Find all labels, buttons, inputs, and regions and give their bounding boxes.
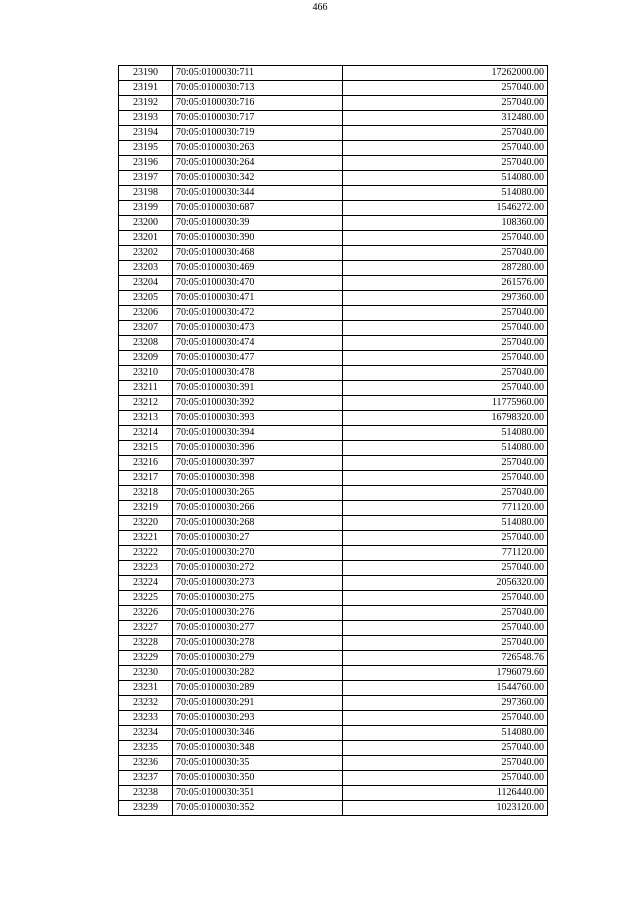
cadastral-number-cell: 70:05:0100030:391 [173,381,343,396]
cadastral-value-cell: 257040.00 [343,81,548,96]
table-row [119,441,548,456]
row-number-cell: 23216 [119,456,173,471]
cadastral-number-cell: 70:05:0100030:474 [173,336,343,351]
table-row [119,741,548,756]
table-row [119,336,548,351]
row-number-cell: 23239 [119,801,173,816]
cadastral-value-cell: 257040.00 [343,711,548,726]
cadastral-number-cell: 70:05:0100030:390 [173,231,343,246]
cadastral-number-cell: 70:05:0100030:268 [173,516,343,531]
cadastral-value-table [118,65,548,816]
row-number-cell: 23231 [119,681,173,696]
table-row [119,411,548,426]
page-number: 466 [312,2,328,13]
cadastral-value-cell: 771120.00 [343,546,548,561]
cadastral-value-cell: 257040.00 [343,231,548,246]
cadastral-number-cell: 70:05:0100030:471 [173,291,343,306]
row-number-cell: 23195 [119,141,173,156]
cadastral-value-cell: 257040.00 [343,561,548,576]
cadastral-value-cell: 257040.00 [343,486,548,501]
row-number-cell: 23197 [119,171,173,186]
row-number-cell: 23208 [119,336,173,351]
cadastral-value-cell: 297360.00 [343,291,548,306]
table-row [119,171,548,186]
table-row [119,756,548,771]
cadastral-number-cell: 70:05:0100030:273 [173,576,343,591]
row-number-cell: 23214 [119,426,173,441]
table-row [119,366,548,381]
cadastral-value-cell: 16798320.00 [343,411,548,426]
table-row [119,801,548,816]
cadastral-value-cell: 514080.00 [343,171,548,186]
cadastral-value-cell: 1546272.00 [343,201,548,216]
table-row [119,681,548,696]
table-row [119,81,548,96]
row-number-cell: 23211 [119,381,173,396]
row-number-cell: 23226 [119,606,173,621]
cadastral-value-cell: 257040.00 [343,366,548,381]
row-number-cell: 23209 [119,351,173,366]
cadastral-number-cell: 70:05:0100030:396 [173,441,343,456]
table-row [119,306,548,321]
cadastral-value-cell: 1544760.00 [343,681,548,696]
row-number-cell: 23204 [119,276,173,291]
row-number-cell: 23219 [119,501,173,516]
row-number-cell: 23233 [119,711,173,726]
table-row [119,141,548,156]
cadastral-value-cell: 1126440.00 [343,786,548,801]
row-number-cell: 23234 [119,726,173,741]
row-number-cell: 23192 [119,96,173,111]
table-row [119,381,548,396]
row-number-cell: 23217 [119,471,173,486]
cadastral-number-cell: 70:05:0100030:275 [173,591,343,606]
cadastral-number-cell: 70:05:0100030:478 [173,366,343,381]
cadastral-number-cell: 70:05:0100030:265 [173,486,343,501]
table-row [119,426,548,441]
cadastral-number-cell: 70:05:0100030:393 [173,411,343,426]
table-row [119,351,548,366]
row-number-cell: 23224 [119,576,173,591]
table-row [119,576,548,591]
table-row [119,201,548,216]
cadastral-value-cell: 514080.00 [343,726,548,741]
cadastral-value-cell: 257040.00 [343,246,548,261]
cadastral-value-cell: 771120.00 [343,501,548,516]
row-number-cell: 23196 [119,156,173,171]
cadastral-number-cell: 70:05:0100030:711 [173,66,343,81]
cadastral-number-cell: 70:05:0100030:470 [173,276,343,291]
row-number-cell: 23218 [119,486,173,501]
row-number-cell: 23222 [119,546,173,561]
row-number-cell: 23203 [119,261,173,276]
table-row [119,546,548,561]
table-body [119,66,548,816]
cadastral-number-cell: 70:05:0100030:392 [173,396,343,411]
cadastral-number-cell: 70:05:0100030:289 [173,681,343,696]
cadastral-value-cell: 312480.00 [343,111,548,126]
table-row [119,66,548,81]
table-row [119,216,548,231]
row-number-cell: 23238 [119,786,173,801]
row-number-cell: 23194 [119,126,173,141]
cadastral-value-cell: 297360.00 [343,696,548,711]
table-row [119,696,548,711]
cadastral-number-cell: 70:05:0100030:270 [173,546,343,561]
cadastral-number-cell: 70:05:0100030:276 [173,606,343,621]
table-row [119,501,548,516]
row-number-cell: 23225 [119,591,173,606]
table-row [119,561,548,576]
table-row [119,126,548,141]
cadastral-value-cell: 257040.00 [343,306,548,321]
cadastral-number-cell: 70:05:0100030:687 [173,201,343,216]
cadastral-number-cell: 70:05:0100030:717 [173,111,343,126]
row-number-cell: 23198 [119,186,173,201]
cadastral-value-cell: 17262000.00 [343,66,548,81]
table-row [119,636,548,651]
cadastral-number-cell: 70:05:0100030:272 [173,561,343,576]
cadastral-number-cell: 70:05:0100030:35 [173,756,343,771]
table-row [119,516,548,531]
cadastral-number-cell: 70:05:0100030:39 [173,216,343,231]
table-row [119,651,548,666]
cadastral-number-cell: 70:05:0100030:473 [173,321,343,336]
cadastral-value-cell: 287280.00 [343,261,548,276]
cadastral-value-cell: 257040.00 [343,636,548,651]
table-row [119,471,548,486]
table-row [119,231,548,246]
table-row [119,591,548,606]
cadastral-value-cell: 108360.00 [343,216,548,231]
table-row [119,531,548,546]
cadastral-number-cell: 70:05:0100030:469 [173,261,343,276]
cadastral-value-cell: 11775960.00 [343,396,548,411]
cadastral-number-cell: 70:05:0100030:266 [173,501,343,516]
row-number-cell: 23236 [119,756,173,771]
cadastral-value-cell: 257040.00 [343,531,548,546]
table-row [119,111,548,126]
cadastral-value-cell: 257040.00 [343,156,548,171]
cadastral-value-cell: 261576.00 [343,276,548,291]
table-row [119,96,548,111]
table-row [119,276,548,291]
table-row [119,456,548,471]
cadastral-value-cell: 257040.00 [343,381,548,396]
cadastral-number-cell: 70:05:0100030:394 [173,426,343,441]
row-number-cell: 23190 [119,66,173,81]
cadastral-number-cell: 70:05:0100030:277 [173,621,343,636]
cadastral-value-cell: 257040.00 [343,126,548,141]
cadastral-number-cell: 70:05:0100030:350 [173,771,343,786]
cadastral-number-cell: 70:05:0100030:352 [173,801,343,816]
row-number-cell: 23229 [119,651,173,666]
cadastral-value-cell: 514080.00 [343,186,548,201]
row-number-cell: 23193 [119,111,173,126]
row-number-cell: 23200 [119,216,173,231]
cadastral-number-cell: 70:05:0100030:279 [173,651,343,666]
cadastral-value-cell: 257040.00 [343,96,548,111]
cadastral-value-cell: 1023120.00 [343,801,548,816]
row-number-cell: 23220 [119,516,173,531]
cadastral-number-cell: 70:05:0100030:346 [173,726,343,741]
table-row [119,291,548,306]
table-row [119,621,548,636]
cadastral-value-cell: 257040.00 [343,591,548,606]
table-row [119,726,548,741]
cadastral-number-cell: 70:05:0100030:263 [173,141,343,156]
table-row [119,666,548,681]
cadastral-number-cell: 70:05:0100030:342 [173,171,343,186]
cadastral-value-cell: 514080.00 [343,426,548,441]
cadastral-number-cell: 70:05:0100030:348 [173,741,343,756]
cadastral-number-cell: 70:05:0100030:477 [173,351,343,366]
table-row [119,606,548,621]
cadastral-number-cell: 70:05:0100030:398 [173,471,343,486]
row-number-cell: 23228 [119,636,173,651]
row-number-cell: 23212 [119,396,173,411]
cadastral-number-cell: 70:05:0100030:351 [173,786,343,801]
cadastral-value-cell: 726548.76 [343,651,548,666]
cadastral-value-cell: 257040.00 [343,141,548,156]
table-row [119,786,548,801]
cadastral-number-cell: 70:05:0100030:719 [173,126,343,141]
table-row [119,486,548,501]
cadastral-number-cell: 70:05:0100030:278 [173,636,343,651]
cadastral-number-cell: 70:05:0100030:264 [173,156,343,171]
table-row [119,321,548,336]
table-row [119,396,548,411]
cadastral-number-cell: 70:05:0100030:293 [173,711,343,726]
row-number-cell: 23201 [119,231,173,246]
cadastral-number-cell: 70:05:0100030:282 [173,666,343,681]
table-row [119,711,548,726]
cadastral-value-cell: 257040.00 [343,771,548,786]
row-number-cell: 23210 [119,366,173,381]
cadastral-number-cell: 70:05:0100030:397 [173,456,343,471]
row-number-cell: 23207 [119,321,173,336]
table-row [119,261,548,276]
row-number-cell: 23205 [119,291,173,306]
row-number-cell: 23215 [119,441,173,456]
row-number-cell: 23191 [119,81,173,96]
row-number-cell: 23199 [119,201,173,216]
row-number-cell: 23202 [119,246,173,261]
cadastral-value-cell: 514080.00 [343,516,548,531]
cadastral-value-cell: 2056320.00 [343,576,548,591]
row-number-cell: 23206 [119,306,173,321]
cadastral-number-cell: 70:05:0100030:291 [173,696,343,711]
cadastral-number-cell: 70:05:0100030:716 [173,96,343,111]
cadastral-number-cell: 70:05:0100030:472 [173,306,343,321]
cadastral-value-cell: 514080.00 [343,441,548,456]
row-number-cell: 23232 [119,696,173,711]
cadastral-number-cell: 70:05:0100030:713 [173,81,343,96]
table-row [119,156,548,171]
cadastral-value-cell: 257040.00 [343,336,548,351]
cadastral-value-cell: 257040.00 [343,351,548,366]
row-number-cell: 23235 [119,741,173,756]
cadastral-value-cell: 257040.00 [343,606,548,621]
cadastral-number-cell: 70:05:0100030:27 [173,531,343,546]
cadastral-value-cell: 257040.00 [343,456,548,471]
cadastral-value-cell: 1796079.60 [343,666,548,681]
cadastral-value-cell: 257040.00 [343,741,548,756]
row-number-cell: 23230 [119,666,173,681]
cadastral-value-cell: 257040.00 [343,321,548,336]
row-number-cell: 23221 [119,531,173,546]
table-row [119,246,548,261]
cadastral-value-cell: 257040.00 [343,756,548,771]
cadastral-number-cell: 70:05:0100030:344 [173,186,343,201]
row-number-cell: 23227 [119,621,173,636]
cadastral-value-cell: 257040.00 [343,621,548,636]
row-number-cell: 23213 [119,411,173,426]
row-number-cell: 23237 [119,771,173,786]
table-row [119,186,548,201]
row-number-cell: 23223 [119,561,173,576]
cadastral-number-cell: 70:05:0100030:468 [173,246,343,261]
cadastral-value-cell: 257040.00 [343,471,548,486]
table-row [119,771,548,786]
